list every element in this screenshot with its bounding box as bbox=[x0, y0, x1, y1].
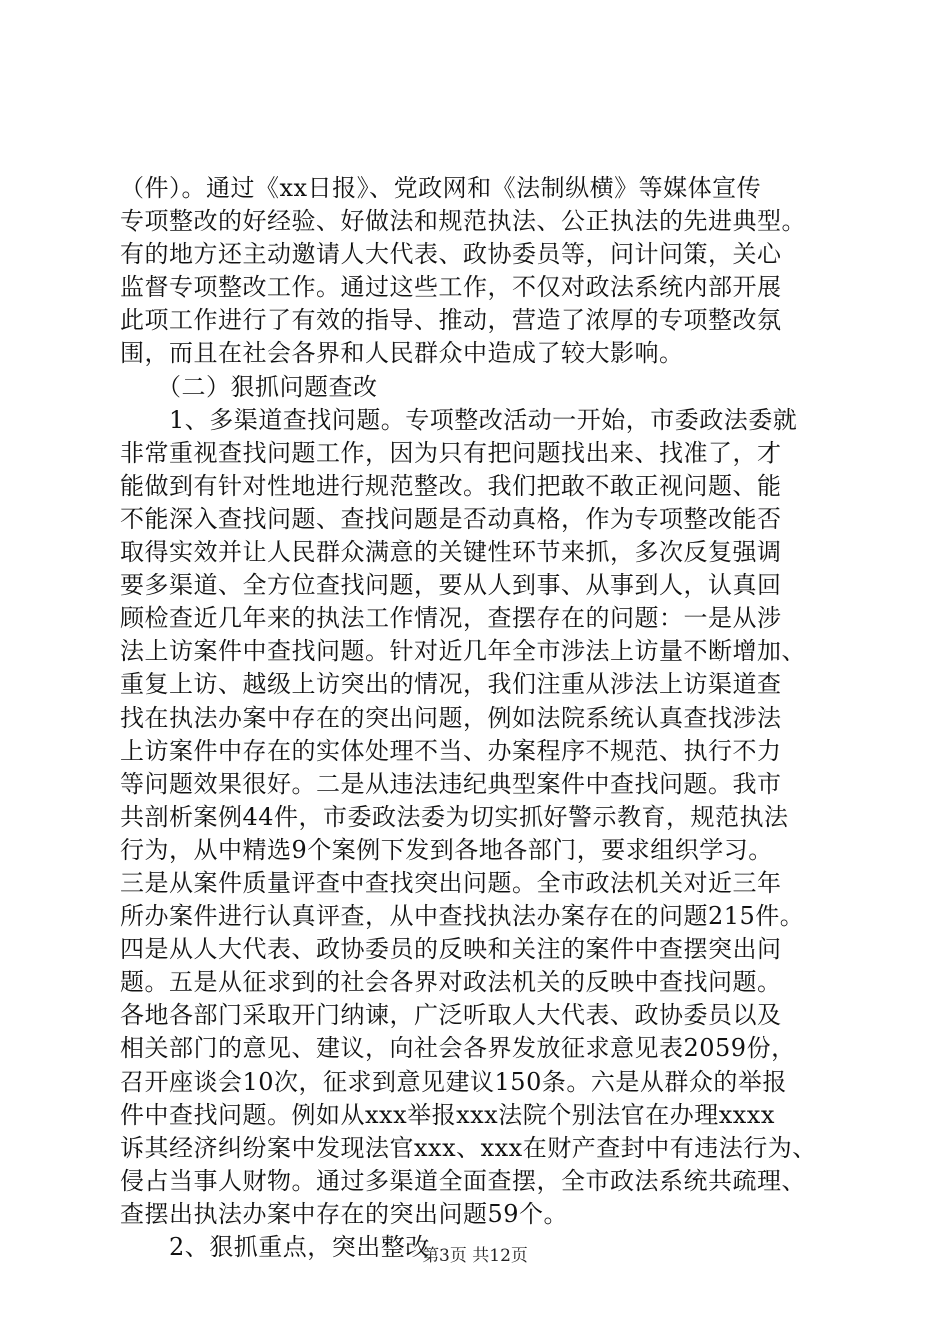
text-line: 非常重视查找问题工作，因为只有把问题找出来、找准了，才 bbox=[120, 438, 782, 467]
body-text bbox=[120, 172, 840, 1264]
text-line: （件）。通过《xx日报》、党政网和《法制纵横》等媒体宣传 bbox=[120, 174, 762, 202]
text-line: 法上访案件中查找问题。针对近几年全市涉法上访量不断增加、 bbox=[120, 637, 806, 666]
text-line: 件中查找问题。例如从xxx举报xxx法院个别法官在办理xxxx bbox=[120, 1100, 775, 1129]
text-line: 顾检查近几年来的执法工作情况，查摆存在的问题：一是从涉 bbox=[120, 604, 782, 633]
text-line: 围，而且在社会各界和人民群众中造成了较大影响。 bbox=[120, 339, 684, 368]
text-line: 诉其经济纠纷案中发现法官xxx、xxx在财产查封中有违法行为、 bbox=[120, 1133, 817, 1162]
text-line: 三是从案件质量评查中查找突出问题。全市政法机关对近三年 bbox=[120, 868, 782, 897]
text-line: 题。五是从征求到的社会各界对政法机关的反映中查找问题。 bbox=[120, 968, 782, 997]
text-line: 侵占当事人财物。通过多渠道全面查摆，全市政法系统共疏理、 bbox=[120, 1166, 806, 1195]
text-line: 要多渠道、全方位查找问题，要从人到事、从事到人，认真回 bbox=[120, 571, 782, 600]
text-line: 上访案件中存在的实体处理不当、办案程序不规范、执行不力 bbox=[120, 736, 782, 765]
text-line: 四是从人大代表、政协委员的反映和关注的案件中查摆突出问 bbox=[120, 935, 782, 964]
text-line: 1、多渠道查找问题。专项整改活动一开始，市委政法委就 bbox=[120, 405, 798, 434]
text-line: 各地各部门采取开门纳谏，广泛听取人大代表、政协委员以及 bbox=[120, 1001, 782, 1030]
text-line: 共剖析案例44件，市委政法委为切实抓好警示教育，规范执法 bbox=[120, 802, 789, 831]
text-line: 专项整改的好经验、好做法和规范执法、公正执法的先进典型。 bbox=[120, 207, 806, 236]
text-line: 2、狠抓重点，突出整改 bbox=[120, 1233, 430, 1261]
text-line: 查摆出执法办案中存在的突出问题59个。 bbox=[120, 1199, 569, 1228]
text-line: 重复上访、越级上访突出的情况，我们注重从涉法上访渠道查 bbox=[120, 670, 782, 699]
text-line: 召开座谈会10次，征求到意见建议150条。六是从群众的举报 bbox=[120, 1067, 787, 1096]
text-line: 监督专项整改工作。通过这些工作，不仅对政法系统内部开展 bbox=[120, 273, 782, 302]
text-line: （二）狠抓问题查改 bbox=[120, 372, 378, 401]
text-line: 能做到有针对性地进行规范整改。我们把敢不敢正视问题、能 bbox=[120, 471, 782, 500]
text-line: 行为，从中精选9个案例下发到各地各部门，要求组织学习。 bbox=[120, 835, 773, 864]
text-line: 相关部门的意见、建议，向社会各界发放征求意见表2059份， bbox=[120, 1034, 796, 1063]
text-line: 不能深入查找问题、查找问题是否动真格，作为专项整改能否 bbox=[120, 504, 782, 533]
text-line: 取得实效并让人民群众满意的关键性环节来抓，多次反复强调 bbox=[120, 538, 782, 567]
text-line: 所办案件进行认真评查，从中查找执法办案存在的问题215件。 bbox=[120, 902, 805, 931]
text-line: 有的地方还主动邀请人大代表、政协委员等，问计问策，关心 bbox=[120, 240, 782, 269]
text-line: 找在执法办案中存在的突出问题，例如法院系统认真查找涉法 bbox=[120, 703, 782, 732]
text-line: 此项工作进行了有效的指导、推动，营造了浓厚的专项整改氛 bbox=[120, 306, 782, 335]
page-footer: 第3页 共12页 bbox=[422, 1246, 528, 1266]
text-line: 等问题效果很好。二是从违法违纪典型案件中查找问题。我市 bbox=[120, 769, 782, 798]
